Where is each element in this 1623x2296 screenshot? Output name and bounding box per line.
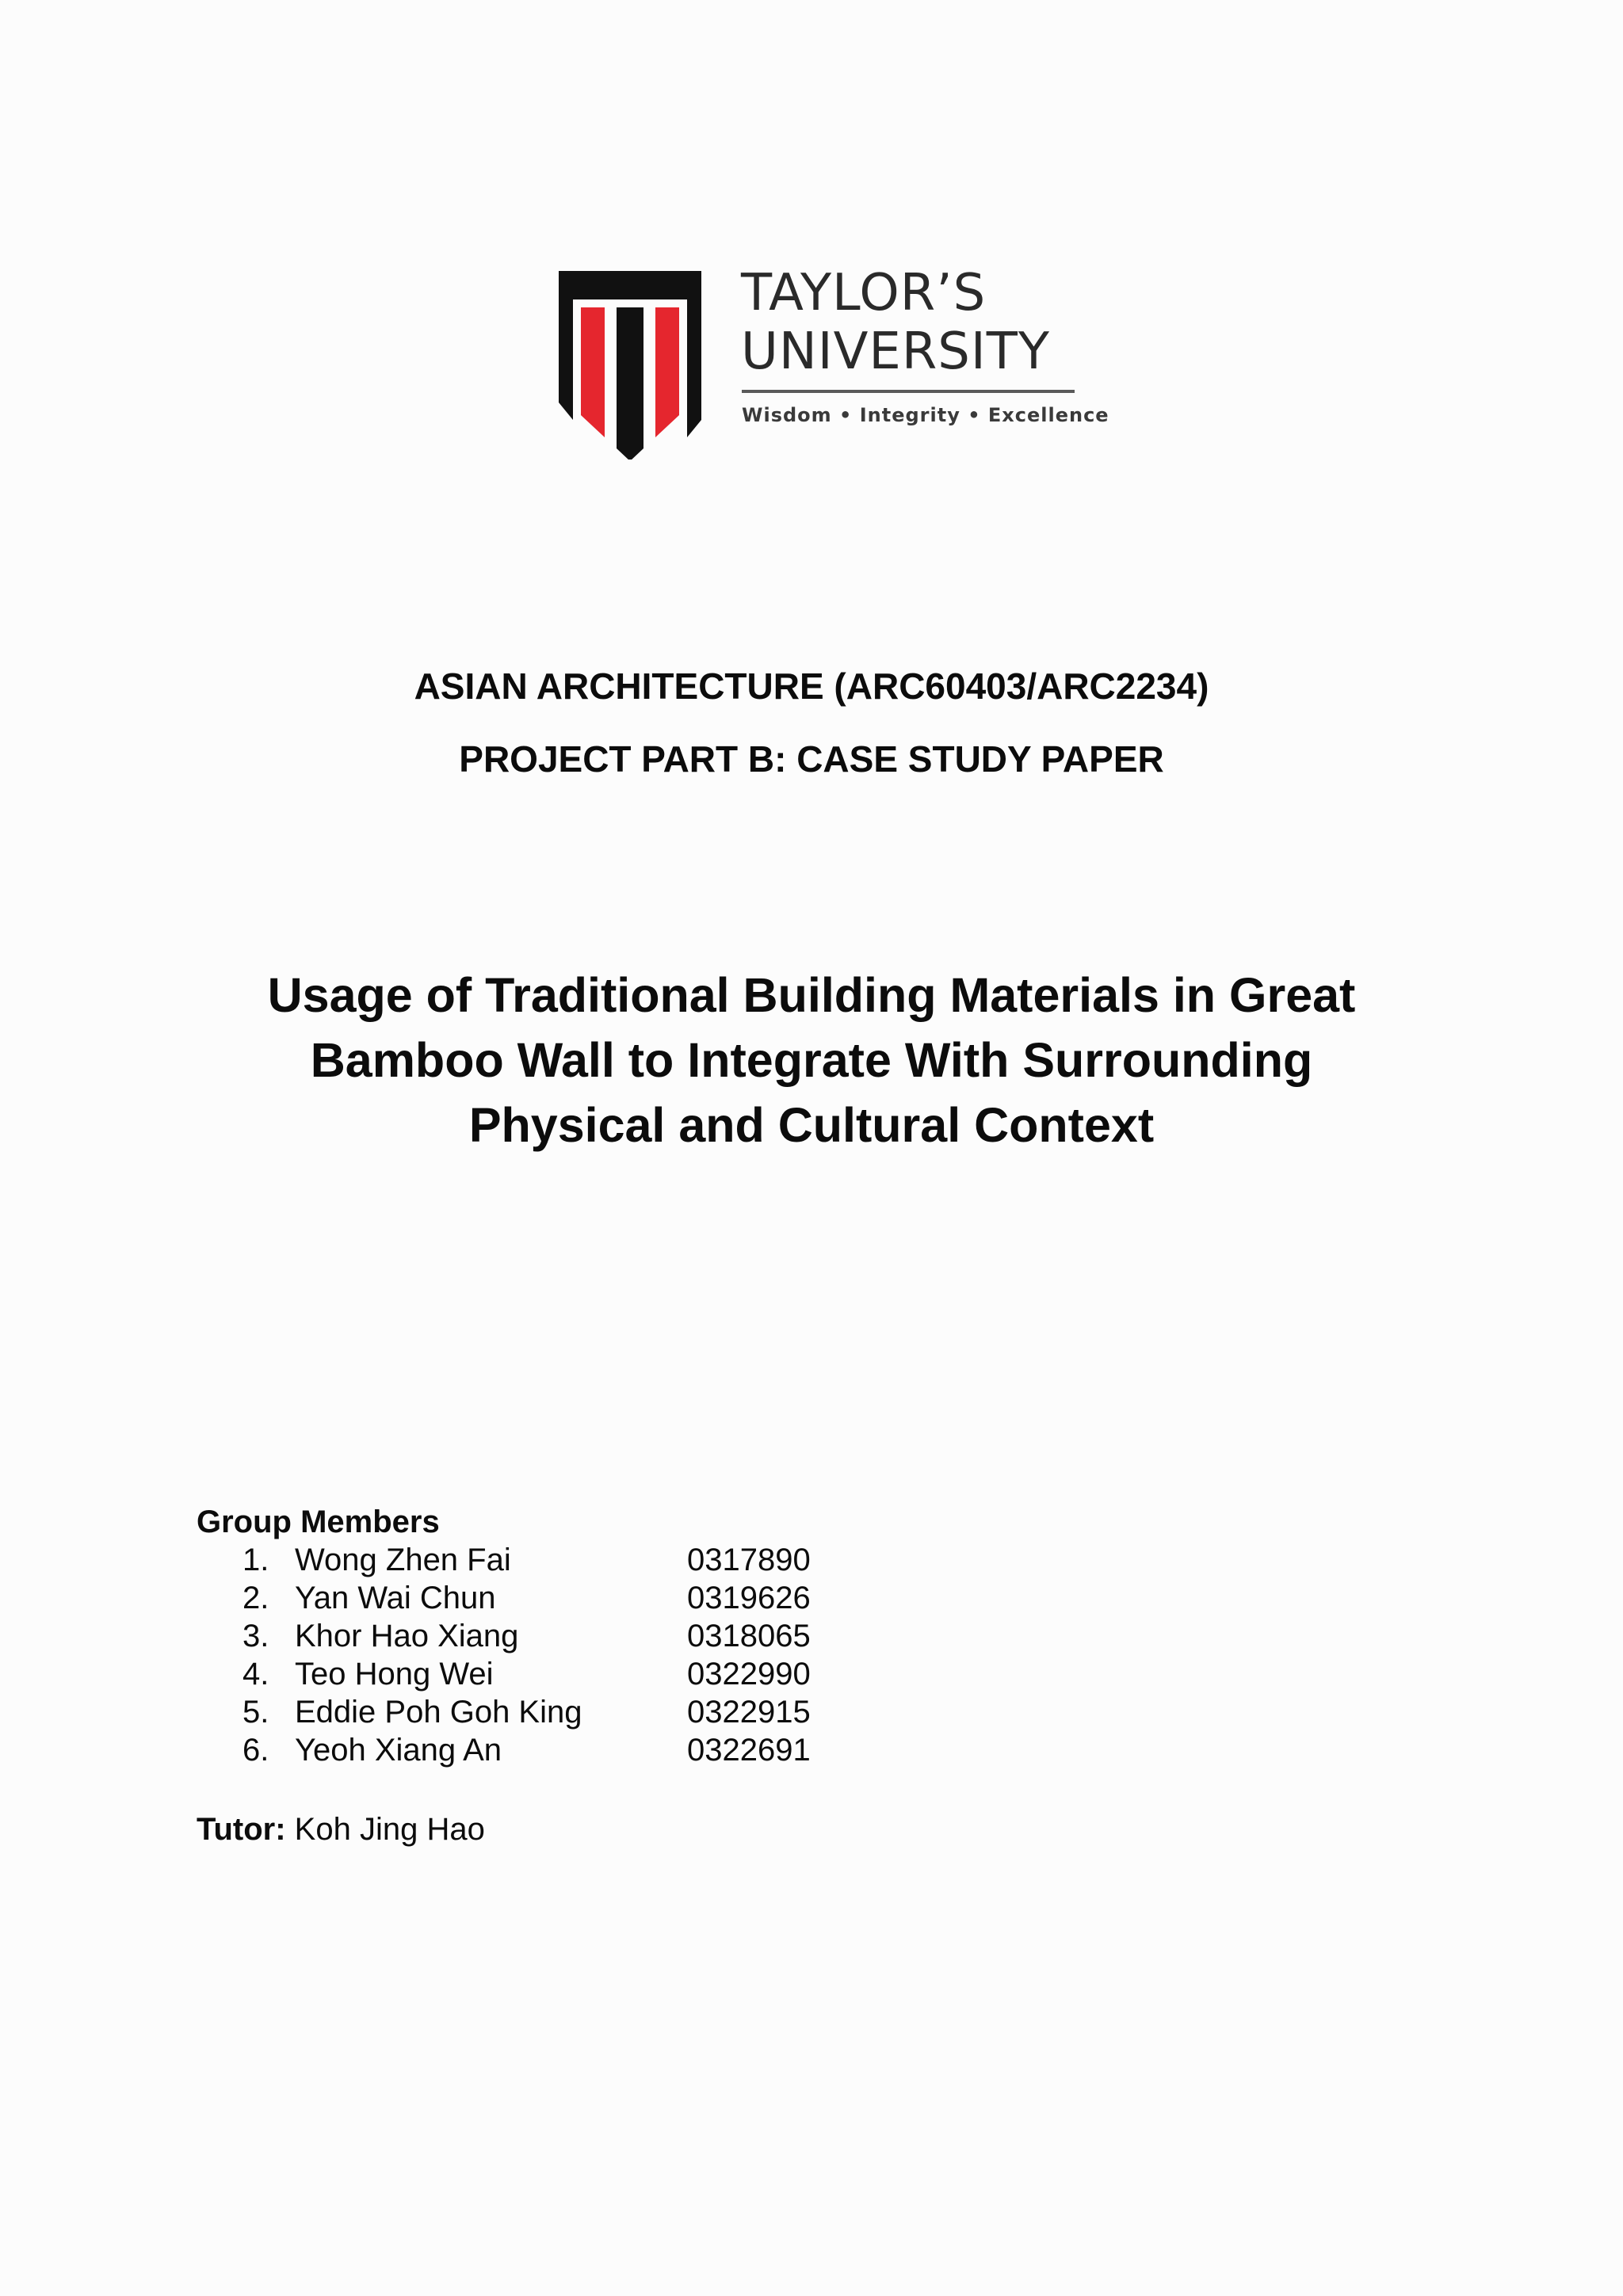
list-item <box>0 1617 1623 1655</box>
paper-title-line3: Physical and Cultural Context <box>468 1098 1155 1152</box>
member-student-id: 0317890 <box>687 1543 811 1577</box>
member-name: Teo Hong Wei <box>295 1657 494 1691</box>
paper-title-line2: Bamboo Wall to Integrate With Surrounding <box>310 1033 1313 1087</box>
paper-title-line1: Usage of Traditional Building Materials in Great <box>267 968 1356 1022</box>
member-name: Yan Wai Chun <box>295 1581 496 1615</box>
university-tagline: Wisdom • Integrity • Excellence <box>742 404 1109 426</box>
list-item <box>0 1655 1623 1693</box>
university-crest-icon <box>555 261 713 460</box>
member-student-id: 0322691 <box>687 1733 811 1768</box>
tutor-label: Tutor: <box>197 1812 286 1847</box>
tutor-name: Koh Jing Hao <box>294 1812 485 1847</box>
member-student-id: 0318065 <box>687 1619 811 1653</box>
member-student-id: 0319626 <box>687 1581 811 1615</box>
group-members-heading: Group Members <box>197 1505 440 1539</box>
member-student-id: 0322915 <box>687 1695 811 1730</box>
list-item <box>0 1579 1623 1617</box>
project-heading: PROJECT PART B: CASE STUDY PAPER <box>459 738 1164 780</box>
paper-title <box>178 963 1445 1158</box>
tutor-line <box>197 1810 485 1848</box>
member-number: 2. <box>242 1581 269 1615</box>
member-number: 5. <box>242 1695 269 1730</box>
university-logo <box>555 261 1109 467</box>
university-name <box>741 265 1050 382</box>
group-member-list <box>0 1541 1623 1769</box>
member-number: 6. <box>242 1733 269 1768</box>
logo-divider <box>742 390 1075 393</box>
member-number: 4. <box>242 1657 269 1691</box>
member-name: Khor Hao Xiang <box>295 1619 519 1653</box>
course-heading: ASIAN ARCHITECTURE (ARC60403/ARC2234) <box>414 666 1209 707</box>
list-item <box>0 1693 1623 1731</box>
university-name-line1: TAYLOR’S <box>741 264 987 322</box>
university-name-line2: UNIVERSITY <box>741 322 1050 381</box>
member-name: Wong Zhen Fai <box>295 1543 511 1577</box>
member-name: Yeoh Xiang An <box>295 1733 502 1768</box>
member-student-id: 0322990 <box>687 1657 811 1691</box>
list-item <box>0 1541 1623 1579</box>
member-number: 1. <box>242 1543 269 1577</box>
member-number: 3. <box>242 1619 269 1653</box>
list-item <box>0 1731 1623 1769</box>
member-name: Eddie Poh Goh King <box>295 1695 582 1730</box>
